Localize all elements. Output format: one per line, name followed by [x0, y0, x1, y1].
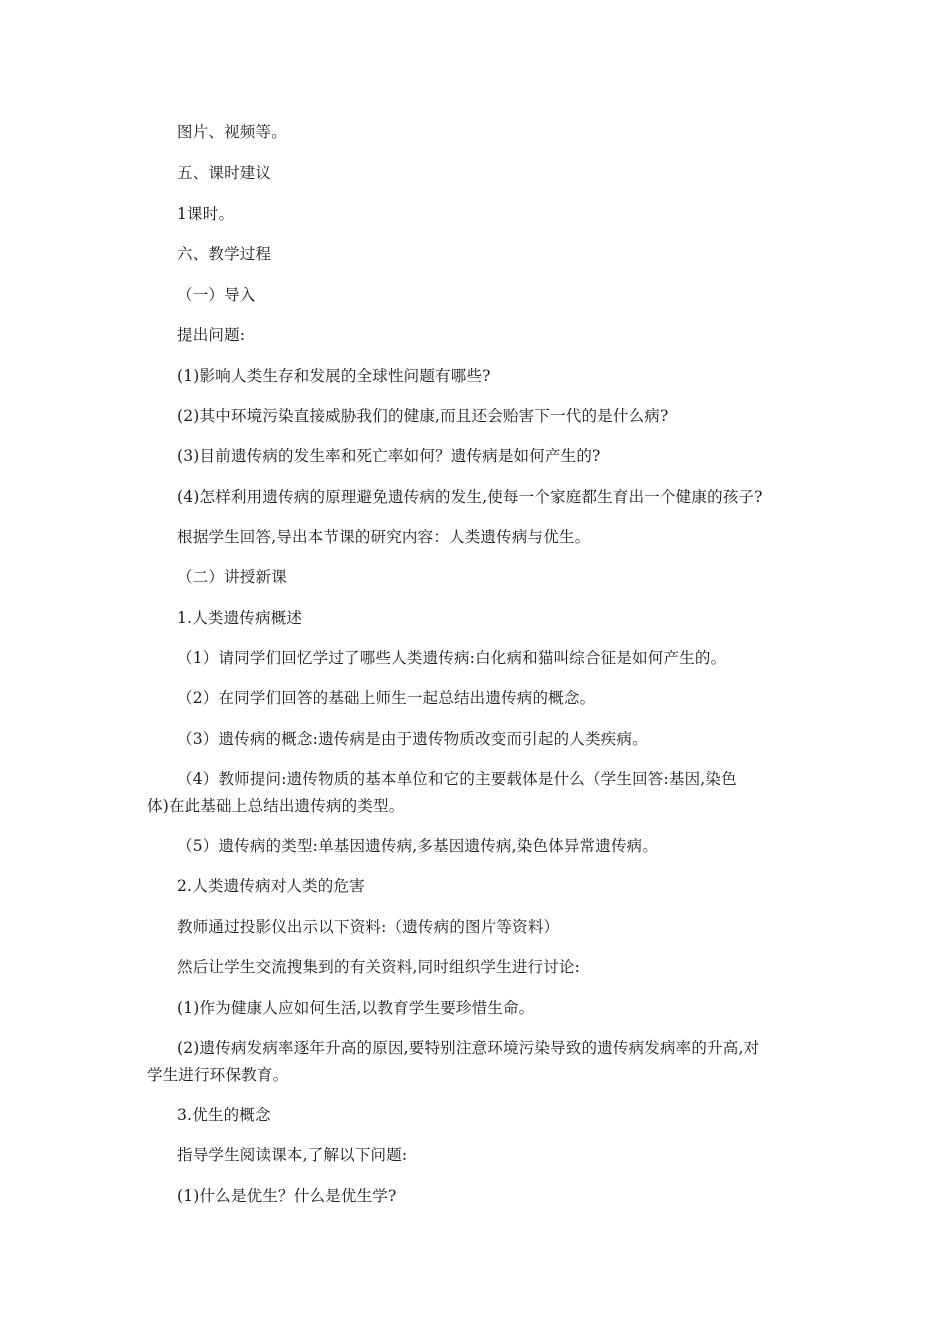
text-line-lesson-content: 根据学生回答,导出本节课的研究内容：人类遗传病与优生。	[177, 528, 591, 546]
section-heading-teaching-process: 六、教学过程	[177, 245, 272, 263]
text-line-class-hours: 1课时。	[177, 205, 235, 223]
text-line-materials: 图片、视频等。	[177, 123, 287, 141]
reading-question-1: (1)什么是优生？什么是优生学?	[177, 1187, 397, 1205]
question-item-3: (3)目前遗传病的发生率和死亡率如何？遗传病是如何产生的?	[177, 447, 601, 465]
question-item-2: (2)其中环境污染直接威胁我们的健康,而且还会贻害下一代的是什么病?	[177, 407, 669, 425]
discussion-item-2: (2)遗传病发病率逐年升高的原因,要特别注意环境污染导致的遗传病发病率的升高,对	[177, 1039, 760, 1057]
subsection-heading-new-lesson: （二）讲授新课	[177, 568, 287, 586]
topic-heading-overview: 1.人类遗传病概述	[177, 609, 303, 627]
text-line-discussion: 然后让学生交流搜集到的有关资料,同时组织学生进行讨论:	[177, 958, 581, 976]
question-item-1: (1)影响人类生存和发展的全球性问题有哪些?	[177, 367, 491, 385]
list-item-teacher-question-continued: 体)在此基础上总结出遗传病的类型。	[147, 797, 405, 815]
topic-heading-eugenics: 3.优生的概念	[177, 1106, 271, 1124]
list-item-concept: （3）遗传病的概念:遗传病是由于遗传物质改变而引起的人类疾病。	[177, 730, 648, 748]
list-item-summary: （2）在同学们回答的基础上师生一起总结出遗传病的概念。	[177, 689, 596, 707]
subsection-heading-introduction: （一）导入	[177, 286, 256, 304]
list-item-types: （5）遗传病的类型:单基因遗传病,多基因遗传病,染色体异常遗传病。	[177, 837, 659, 855]
text-line-questions: 提出问题:	[177, 326, 246, 344]
text-line-projector: 教师通过投影仪出示以下资料:（遗传病的图片等资料）	[177, 918, 560, 936]
list-item-teacher-question: （4）教师提问:遗传物质的基本单位和它的主要载体是什么（学生回答:基因,染色	[177, 770, 737, 788]
question-item-4: (4)怎样利用遗传病的原理避免遗传病的发生,使每一个家庭都生育出一个健康的孩子?	[177, 488, 763, 506]
text-line-reading-guide: 指导学生阅读课本,了解以下问题:	[177, 1146, 408, 1164]
section-heading-class-hours: 五、课时建议	[177, 164, 272, 182]
discussion-item-1: (1)作为健康人应如何生活,以教育学生要珍惜生命。	[177, 999, 535, 1017]
list-item-recall: （1）请同学们回忆学过了哪些人类遗传病:白化病和猫叫综合征是如何产生的。	[177, 649, 727, 667]
topic-heading-harm: 2.人类遗传病对人类的危害	[177, 877, 365, 895]
discussion-item-2-continued: 学生进行环保教育。	[147, 1066, 289, 1084]
